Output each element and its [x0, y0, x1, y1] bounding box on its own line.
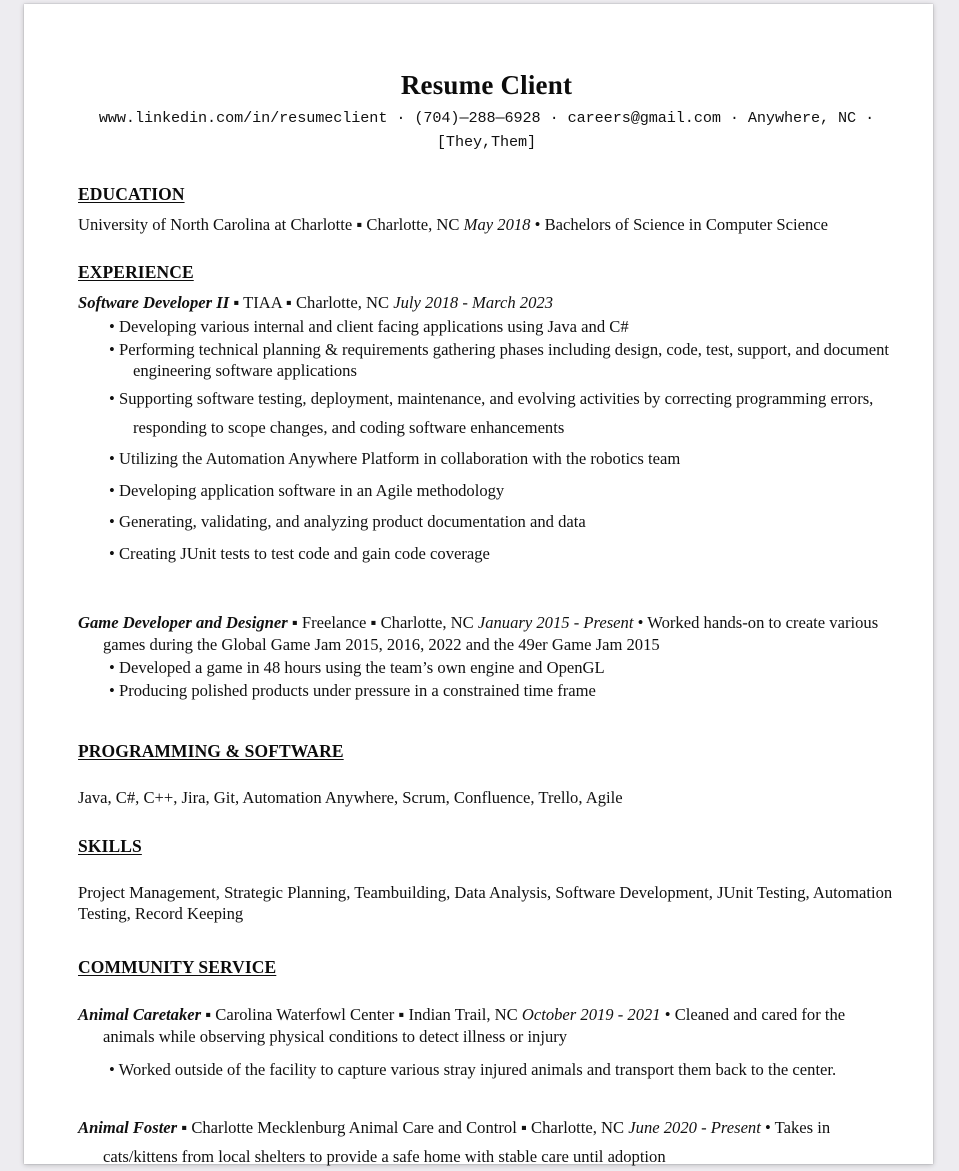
role-organization: Carolina Waterfowl Center — [215, 1005, 395, 1025]
separator-icon: ▪ — [177, 1118, 192, 1138]
entry-header — [78, 1004, 895, 1047]
education-school: University of North Carolina at Charlotte — [78, 215, 353, 235]
entry-header — [78, 292, 895, 314]
bullet-icon: • — [109, 480, 119, 500]
role-title: Animal Caretaker — [78, 1005, 202, 1025]
bullet-icon: • — [109, 317, 119, 337]
list-item — [78, 657, 895, 679]
role-bullet-list — [78, 1056, 895, 1085]
job-date: January 2015 - Present — [477, 613, 634, 633]
section-heading-programming: PROGRAMMING & SOFTWARE — [78, 741, 344, 762]
page-title: Resume Client — [400, 70, 573, 100]
education-location: Charlotte, NC — [366, 215, 460, 235]
section-heading-experience-wrap — [78, 262, 895, 283]
list-item — [78, 477, 895, 506]
bullet-icon: • — [109, 543, 119, 563]
community-entry-animal-foster — [78, 1114, 895, 1171]
page-surface — [24, 4, 933, 1164]
job-company: TIAA — [243, 292, 282, 312]
section-heading-skills-wrap — [78, 836, 895, 857]
list-item — [78, 316, 895, 338]
bullet-text: Worked outside of the facility to capture various stray injured animals and transport them back to the center. — [118, 1059, 837, 1079]
list-item — [78, 540, 895, 569]
section-experience — [78, 262, 895, 702]
list-item — [78, 508, 895, 537]
bullet-icon: • — [109, 388, 119, 408]
section-community-service — [78, 957, 895, 1171]
document-page — [24, 4, 933, 1164]
contact-line-1: www.linkedin.com/in/resumeclient · (704)—288—6928 · careers@gmail.com · Anywhere, NC · — [98, 109, 875, 127]
section-programming — [78, 741, 895, 809]
job-location: Charlotte, NC — [380, 613, 474, 633]
contact-line-2: [They,Them] — [436, 132, 537, 151]
community-entry-animal-caretaker — [78, 1004, 895, 1084]
job-company: Freelance — [301, 613, 367, 633]
role-date: October 2019 - 2021 — [521, 1005, 661, 1025]
section-skills — [78, 836, 895, 924]
separator-icon: • — [633, 613, 648, 633]
job-location: Charlotte, NC — [295, 292, 390, 312]
job-title: Game Developer and Designer — [78, 613, 288, 633]
bullet-text: Supporting software testing, deployment, maintenance, and evolving activities by correcting programming errors, responding to scope changes, and coding software enhancements — [118, 388, 874, 437]
role-organization: Charlotte Mecklenburg Animal Care and Control — [191, 1118, 517, 1138]
bullet-text: Producing polished products under pressure in a constrained time frame — [118, 680, 596, 700]
list-item — [78, 680, 895, 702]
job-bullet-list — [78, 657, 895, 701]
section-heading-community-wrap — [78, 957, 895, 978]
bullet-text: Creating JUnit tests to test code and gain code coverage — [118, 543, 490, 563]
bullet-icon: • — [109, 339, 119, 359]
bullet-icon: • — [109, 680, 119, 700]
bullet-text: Developing application software in an Agile methodology — [118, 480, 505, 500]
section-heading-programming-wrap — [78, 741, 895, 762]
education-degree: Bachelors of Science in Computer Science — [544, 215, 828, 235]
separator-icon: ▪ — [281, 292, 296, 312]
job-bullet-list — [78, 316, 895, 568]
programming-content: Java, C#, C++, Jira, Git, Automation Anywhere, Scrum, Confluence, Trello, Agile — [78, 788, 623, 808]
role-location: Indian Trail, NC — [408, 1005, 518, 1025]
job-title: Software Developer II — [78, 292, 230, 312]
role-date: June 2020 - Present — [628, 1118, 761, 1138]
education-date: May 2018 — [463, 215, 531, 235]
role-description: Takes in cats/kittens from local shelters to provide a safe home with stable care until adoption — [103, 1118, 831, 1166]
bullet-text: Utilizing the Automation Anywhere Platform in collaboration with the robotics team — [118, 449, 681, 469]
separator-icon: ▪ — [352, 215, 367, 235]
separator-icon: • — [760, 1118, 775, 1138]
role-description: Cleaned and cared for the animals while observing physical conditions to detect illness or injury — [103, 1005, 846, 1046]
section-heading-community-service: COMMUNITY SERVICE — [78, 957, 277, 978]
role-location: Charlotte, NC — [531, 1118, 625, 1138]
experience-entry-software-developer — [78, 292, 895, 568]
section-education — [78, 184, 895, 236]
bullet-icon: • — [109, 1059, 119, 1079]
section-heading-education-wrap — [78, 184, 895, 205]
job-date: July 2018 - March 2023 — [393, 292, 553, 312]
separator-icon: • — [660, 1005, 675, 1025]
separator-icon: ▪ — [287, 613, 302, 633]
entry-header — [78, 612, 895, 655]
separator-icon: • — [530, 215, 545, 235]
bullet-text: Generating, validating, and analyzing product documentation and data — [118, 512, 586, 532]
experience-entry-game-developer — [78, 612, 895, 701]
page-content — [24, 4, 933, 1171]
separator-icon: ▪ — [229, 292, 244, 312]
separator-icon: ▪ — [201, 1005, 216, 1025]
list-item — [78, 445, 895, 474]
separator-icon: ▪ — [516, 1118, 532, 1138]
bullet-icon: • — [109, 658, 119, 678]
bullet-text: Developed a game in 48 hours using the team’s own engine and OpenGL — [118, 658, 605, 678]
bullet-text: Developing various internal and client facing applications using Java and C# — [118, 317, 629, 337]
bullet-icon: • — [109, 449, 119, 469]
bullet-text: Performing technical planning & requirements gathering phases including design, code, test, support, and document engineering software applications — [118, 339, 890, 381]
entry-header — [78, 1114, 895, 1171]
section-heading-experience: EXPERIENCE — [78, 261, 194, 282]
job-description: Worked hands-on to create various games during the Global Game Jam 2015, 2016, 2022 and the 49er Game Jam 2015 — [103, 613, 879, 654]
role-title: Animal Foster — [78, 1118, 178, 1138]
skills-content: Project Management, Strategic Planning, Teambuilding, Data Analysis, Software Development, JUnit Testing, Automation Testing, Record Keeping — [78, 882, 893, 924]
bullet-icon: • — [109, 512, 119, 532]
list-item — [78, 385, 895, 442]
section-heading-skills: SKILLS — [78, 835, 142, 856]
education-entry — [78, 214, 895, 236]
separator-icon: ▪ — [366, 613, 381, 633]
separator-icon: ▪ — [394, 1005, 409, 1025]
list-item — [78, 339, 895, 382]
section-heading-education: EDUCATION — [78, 184, 185, 205]
list-item — [78, 1056, 895, 1085]
